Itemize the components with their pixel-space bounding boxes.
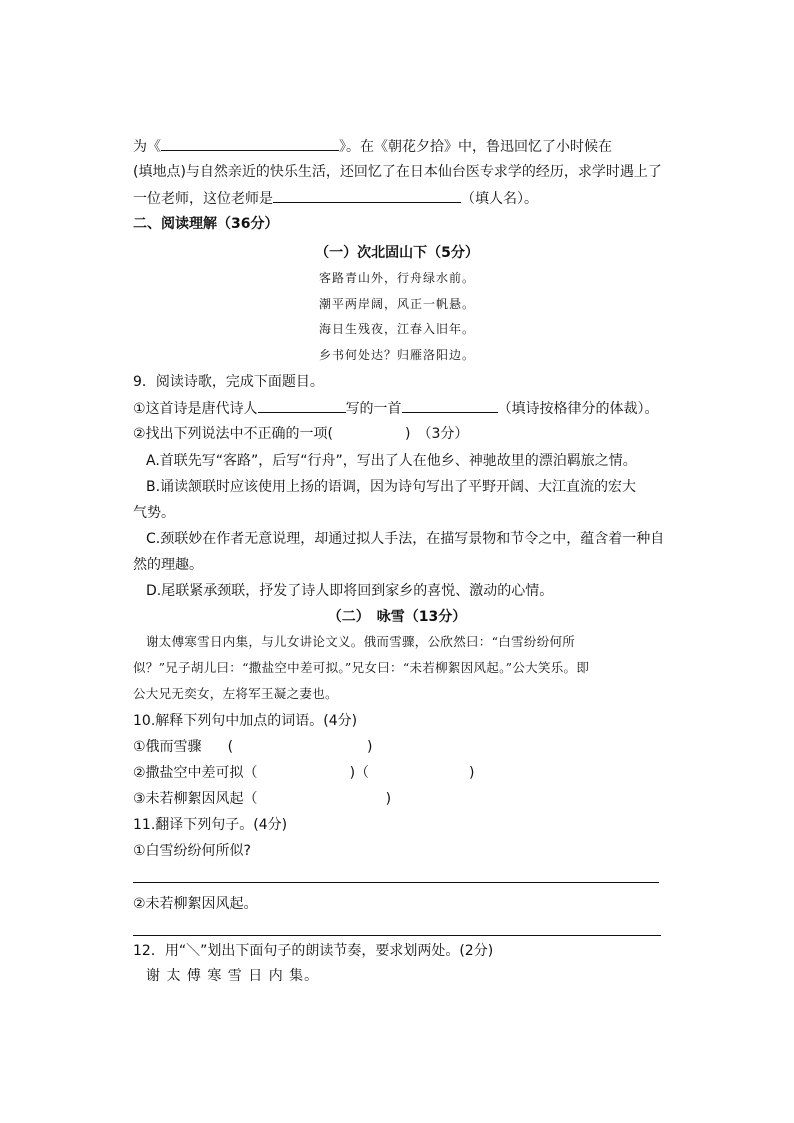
passage-line: 谢太傅寒雪日内集，与儿女讲论文义。俄而雪骤，公欣然曰：“白雪纷纷何所 <box>146 634 576 649</box>
q10-item-text: ③未若柳絮因风起（ <box>133 791 258 807</box>
q10-item-1 <box>133 737 373 757</box>
q10-item-text: ①俄而雪骤 <box>133 739 202 755</box>
option-b: B.诵读颔联时应该使用上扬的语调，因为诗句写出了平野开阔、大江直流的宏大 <box>146 479 637 495</box>
poem-line: 海日生残夜，江春入旧年。 <box>318 322 475 336</box>
q9-sub2 <box>133 424 468 444</box>
intro-line-1 <box>133 136 612 157</box>
answer-line[interactable] <box>133 935 661 936</box>
intro-text: 为《 <box>133 139 161 155</box>
passage-title: （二） 咏雪（13分） <box>327 609 467 625</box>
option-c: C.颈联妙在作者无意说理，却通过拟人手法，在描写景物和节令之中，蕴含着一种自 <box>146 531 665 547</box>
intro-line-3 <box>133 188 538 209</box>
q12-sentence[interactable]: 谢 太 傅 寒 雪 日 内 集。 <box>146 968 320 984</box>
intro-text: 》。在《朝花夕拾》中，鲁迅回忆了小时候在 <box>339 139 612 155</box>
intro-text: （填人名）。 <box>461 191 538 207</box>
q10-item-text: ) <box>469 765 475 781</box>
q9-sub2-text: ②找出下列说法中不正确的一项( <box>133 426 334 442</box>
q10-item-text: ②撒盐空中差可拟（ <box>133 765 258 781</box>
option-b-cont: 气势。 <box>133 505 175 521</box>
section-heading: 二、阅读理解（36分） <box>133 216 279 232</box>
q9-sub2-text: ) （3分） <box>405 426 469 442</box>
q10-item-text: )（ <box>349 765 370 781</box>
teacher-name-blank[interactable] <box>273 188 461 203</box>
poem-line: 客路青山外，行舟绿水前。 <box>318 271 475 285</box>
q9-sub1 <box>133 398 659 419</box>
intro-text: (填地点)与自然亲近的快乐生活，还回忆了在日本仙台医专求学的经历，求学时遇上了 <box>133 164 662 180</box>
poem-line: 潮平两岸阔，风正一帆悬。 <box>318 297 475 311</box>
q10-item-text: ) <box>367 739 373 755</box>
passage-line: 似？”兄子胡儿曰：“撒盐空中差可拟。”兄女曰：“未若柳絮因风起。”公大笑乐。即 <box>133 660 590 675</box>
intro-line-2 <box>133 162 662 182</box>
option-d: D.尾联紧承颈联，抒发了诗人即将回到家乡的喜悦、激动的心情。 <box>146 583 554 599</box>
author-blank[interactable] <box>161 136 339 151</box>
q9-sub1-text: 写的一首 <box>345 401 402 417</box>
poem-form-blank[interactable] <box>402 398 498 413</box>
q9-sub1-text: （填诗按格律分的体裁）。 <box>497 401 659 417</box>
q11-stem: 11.翻译下列句子。(4分) <box>133 817 288 833</box>
poet-blank[interactable] <box>258 398 346 413</box>
intro-text: 一位老师，这位老师是 <box>133 191 273 207</box>
option-c-cont: 然的理趣。 <box>133 557 203 573</box>
option-a: A.首联先写“客路”，后写“行舟”，写出了人在他乡、神驰故里的漂泊羁旅之情。 <box>146 453 637 469</box>
q12-stem: 12．用“＼”划出下面句子的朗读节奏，要求划两处。(2分) <box>133 943 494 959</box>
q11-item-1: ①白雪纷纷何所似? <box>133 843 251 859</box>
answer-line[interactable] <box>133 882 659 883</box>
q10-item-text: ( <box>227 739 234 755</box>
q9-stem: 9．阅读诗歌，完成下面题目。 <box>133 374 324 390</box>
q10-item-3 <box>133 789 391 809</box>
poem-title: （一）次北固山下（5分） <box>315 245 479 261</box>
poem-line: 乡书何处达？归雁洛阳边。 <box>318 348 475 362</box>
q10-item-text: ) <box>385 791 392 807</box>
passage-line: 公大兄无奕女，左将军王凝之妻也。 <box>133 686 338 701</box>
q11-item-2: ②未若柳絮因风起。 <box>133 896 258 912</box>
q10-stem: 10.解释下列句中加点的词语。(4分) <box>133 713 358 729</box>
q9-sub1-text: ①这首诗是唐代诗人 <box>133 401 258 417</box>
q10-item-2 <box>133 763 475 783</box>
